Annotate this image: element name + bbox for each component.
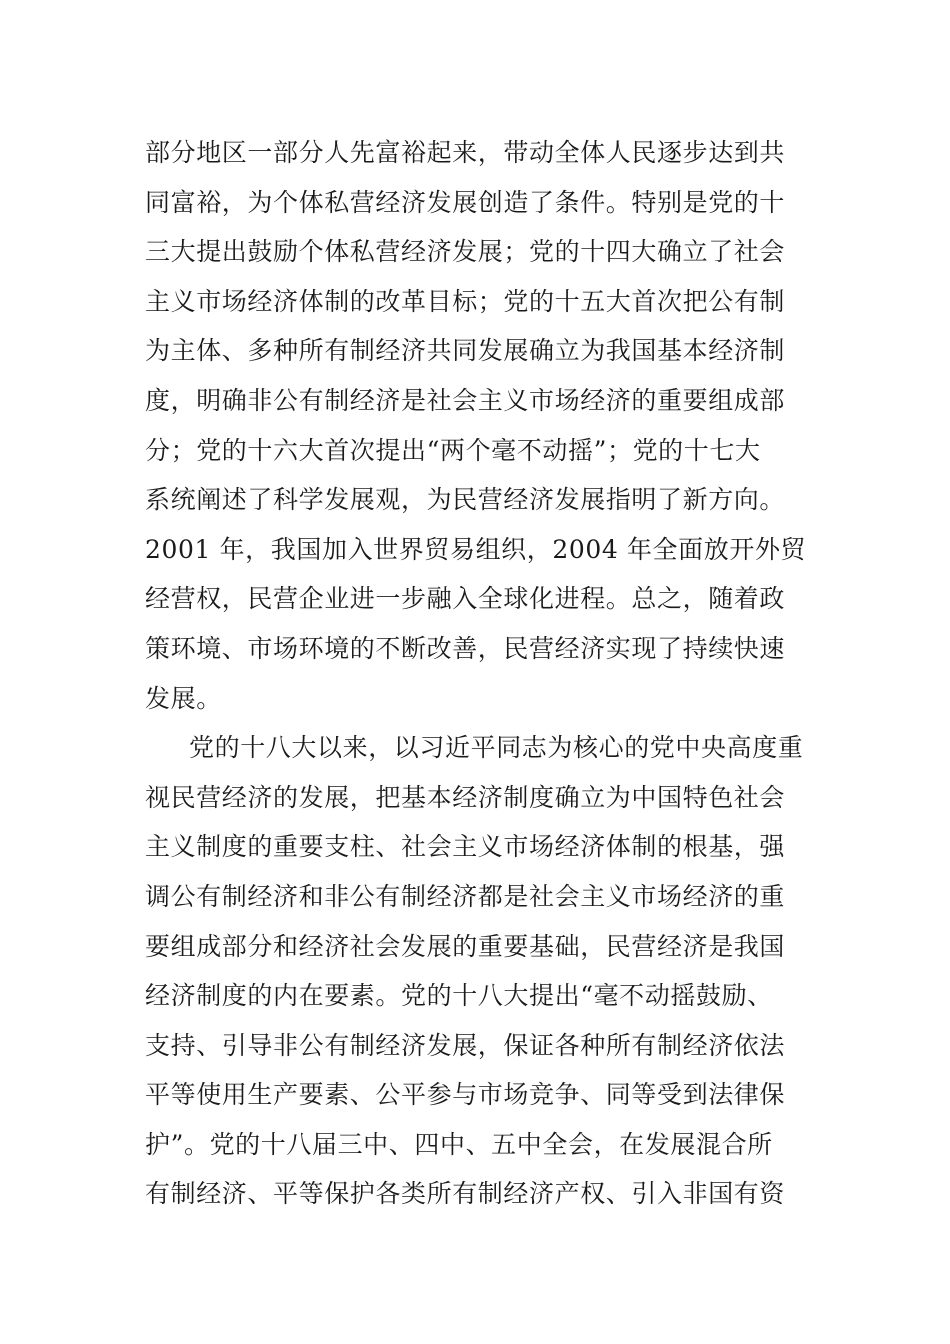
text-line: 为主体、多种所有制经济共同发展确立为我国基本经济制 [145, 336, 786, 366]
body-text [145, 128, 810, 1219]
text-line: 三大提出鼓励个体私营经济发展；党的十四大确立了社会 [145, 237, 786, 267]
text-line: 主义制度的重要支柱、社会主义市场经济体制的根基，强 [145, 832, 786, 862]
text-line: 分；党的十六大首次提出“两个毫不动摇”；党的十七大 [145, 435, 761, 465]
text-line: 度，明确非公有制经济是社会主义市场经济的重要组成部 [145, 385, 786, 415]
text-line: 党的十八大以来，以习近平同志为核心的党中央高度重 [189, 733, 804, 763]
text-line: 部分地区一部分人先富裕起来，带动全体人民逐步达到共 [145, 138, 786, 167]
text-line: 视民营经济的发展，把基本经济制度确立为中国特色社会 [145, 782, 786, 812]
text-line: 系统阐述了科学发展观，为民营经济发展指明了新方向。 [145, 485, 786, 515]
text-line: 策环境、市场环境的不断改善，民营经济实现了持续快速 [145, 633, 786, 663]
text-line: 有制经济、平等保护各类所有制经济产权、引入非国有资 [145, 1179, 786, 1209]
text-line: 平等使用生产要素、公平参与市场竞争、同等受到法律保 [145, 1080, 786, 1110]
text-line: 2001 年，我国加入世界贸易组织，2004 年全面放开外贸 [145, 534, 807, 564]
text-line: 调公有制经济和非公有制经济都是社会主义市场经济的重 [145, 881, 786, 911]
text-line: 同富裕，为个体私营经济发展创造了条件。特别是党的十 [145, 187, 786, 217]
paragraph-2 [145, 723, 810, 1219]
text-line: 要组成部分和经济社会发展的重要基础，民营经济是我国 [145, 931, 786, 961]
text-line: 经营权，民营企业进一步融入全球化进程。总之，随着政 [145, 584, 786, 614]
text-line: 主义市场经济体制的改革目标；党的十五大首次把公有制 [145, 286, 786, 316]
text-line: 支持、引导非公有制经济发展，保证各种所有制经济依法 [145, 1030, 786, 1060]
text-line: 经济制度的内在要素。党的十八大提出“毫不动摇鼓励、 [145, 981, 773, 1011]
text-line: 护”。党的十八届三中、四中、五中全会，在发展混合所 [145, 1129, 773, 1159]
text-line: 发展。 [145, 683, 222, 713]
paragraph-1 [145, 128, 810, 723]
